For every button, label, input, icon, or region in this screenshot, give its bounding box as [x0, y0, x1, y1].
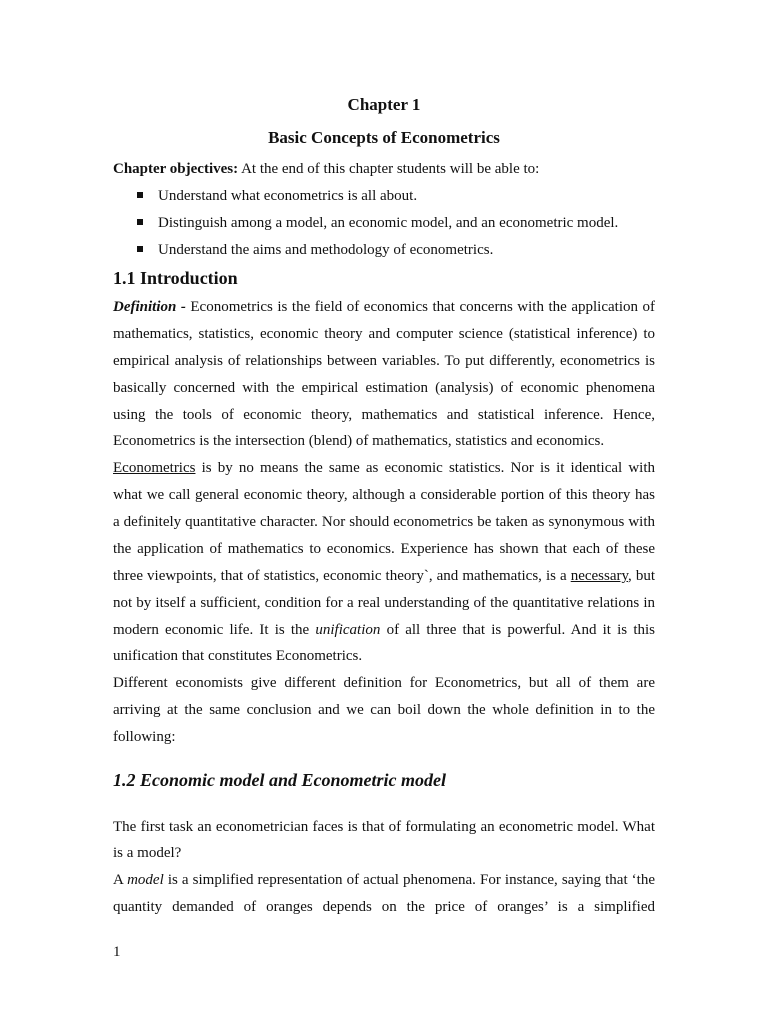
paragraph-line: A model is a simplified representation of actual phenomena. For instance, saying that ‘the — [113, 872, 656, 888]
objectives-intro: At the end of this chapter students will be able to: — [241, 161, 540, 177]
definition-label: Definition - — [113, 299, 186, 315]
underlined-term: necessary — [570, 568, 629, 584]
objectives-label: Chapter objectives: — [113, 161, 239, 177]
underlined-term: Econometrics — [113, 460, 196, 476]
paragraph-line: three viewpoints, that of statistics, economic theory`, and mathematics, is a necessary, but — [113, 568, 655, 584]
paragraph-line: quantity demanded of oranges depends on the price of oranges’ is a simplified — [113, 899, 655, 915]
chapter-number: Chapter 1 — [347, 95, 421, 114]
bullet-icon — [137, 192, 143, 198]
paragraph-line: mathematics, statistics, economic theory and computer science (statistical inference) to — [113, 326, 655, 342]
paragraph-line: not by itself a sufficient, condition for a real understanding of the quantitative relations in — [113, 595, 655, 611]
objectives-line — [113, 160, 655, 178]
paragraph-line: Econometrics is the intersection (blend) of mathematics, statistics and economics. — [113, 433, 605, 449]
paragraph-line: basically concerned with the empirical estimation (analysis) of economic phenomena — [113, 380, 655, 396]
paragraph-line: modern economic life. It is the unification of all three that is powerful. And it is this — [113, 622, 655, 638]
paragraph-line: using the tools of economic theory, mathematics and statistical inference. Hence, — [113, 407, 655, 423]
bullet-icon — [137, 219, 143, 225]
paragraph-line: following: — [113, 729, 176, 745]
bullet-icon — [137, 246, 143, 252]
section-heading: 1.1 Introduction — [113, 268, 238, 288]
objective-item: Understand the aims and methodology of econometrics. — [158, 241, 493, 259]
paragraph-line: Econometrics is by no means the same as economic statistics. Nor is it identical with — [113, 460, 656, 476]
chapter-title: Basic Concepts of Econometrics — [268, 128, 500, 147]
italic-term: unification — [315, 622, 381, 638]
paragraph-line: the application of mathematics to economics. Experience has shown that each of these — [113, 541, 655, 557]
paragraph-line: a definitely quantitative character. Nor should econometrics be taken as synonymous with — [113, 514, 655, 530]
paragraph-line: empirical analysis of relationships between variables. To put differently, econometrics is — [113, 353, 655, 369]
paragraph-line: is a model? — [113, 845, 182, 861]
paragraph-line: what we call general economic theory, although a considerable portion of this theory has — [113, 487, 655, 503]
objective-item: Distinguish among a model, an economic model, and an econometric model. — [158, 214, 618, 232]
page-number: 1 — [113, 944, 121, 960]
paragraph-line: unification that constitutes Econometrics. — [113, 648, 363, 664]
paragraph-line: The first task an econometrician faces is that of formulating an econometric model. What — [113, 819, 655, 835]
paragraph-line: Definition - Econometrics is the field of economics that concerns with the application of — [113, 299, 656, 315]
objective-item: Understand what econometrics is all about. — [158, 187, 417, 205]
paragraph-line: Different economists give different definition for Econometrics, but all of them are — [113, 675, 655, 691]
section-heading: 1.2 Economic model and Econometric model — [113, 770, 446, 790]
paragraph-line: arriving at the same conclusion and we can boil down the whole definition in to the — [113, 702, 655, 718]
italic-term: model — [127, 872, 164, 888]
